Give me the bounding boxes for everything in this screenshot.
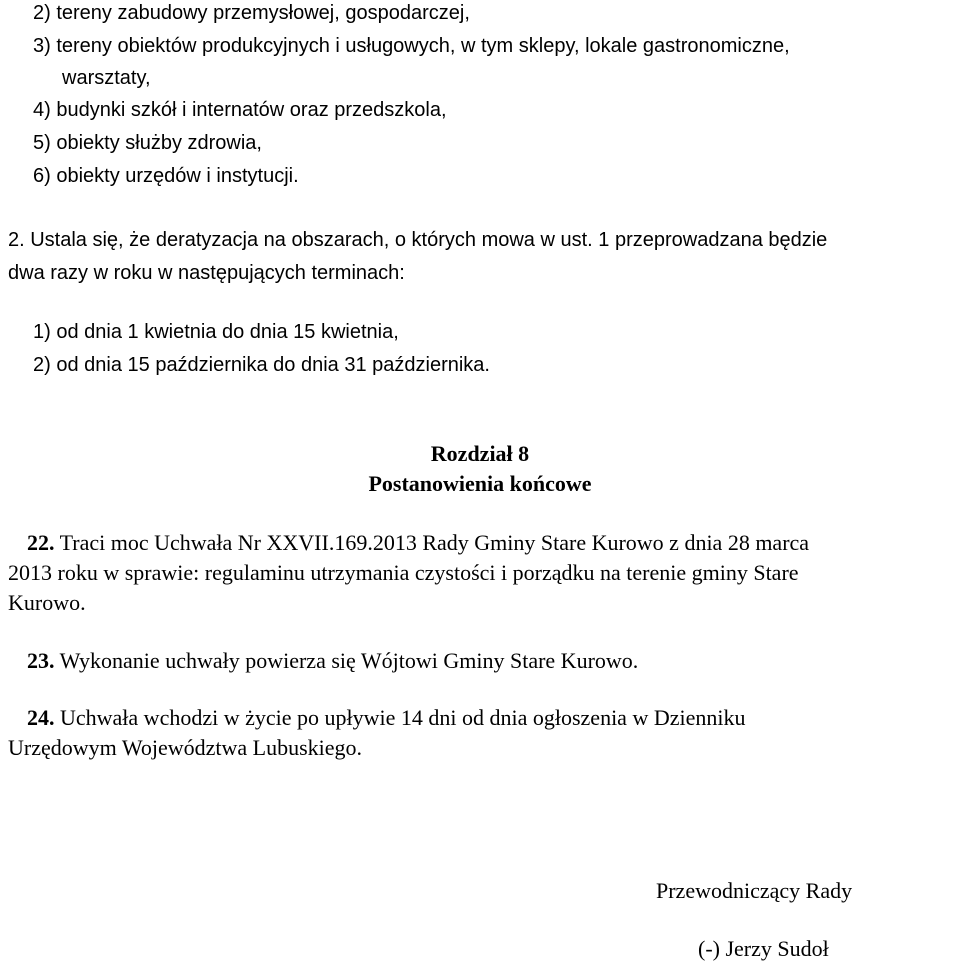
paragraph-22-text: Traci moc Uchwała Nr XXVII.169.2013 Rady Gminy Stare Kurowo z dnia 28 marca xyxy=(54,530,810,555)
chapter-subtitle: Postanowienia końcowe xyxy=(368,471,592,496)
list-item: 6) obiekty urzędów i instytucji. xyxy=(33,165,299,187)
term-item: 1) od dnia 1 kwietnia do dnia 15 kwietnia, xyxy=(33,321,399,343)
paragraph-22-line-2: 2013 roku w sprawie: regulaminu utrzymania czystości i porządku na terenie gminy Stare xyxy=(8,560,799,585)
paragraph-23-text: Wykonanie uchwały powierza się Wójtowi Gminy Stare Kurowo. xyxy=(54,648,639,673)
list-item: 3) tereny obiektów produkcyjnych i usługowych, w tym sklepy, lokale gastronomiczne, xyxy=(33,35,790,57)
paragraph-22-line-1 xyxy=(27,530,809,556)
list-item: 5) obiekty służby zdrowia, xyxy=(33,132,262,154)
term-item: 2) od dnia 15 października do dnia 31 października. xyxy=(33,354,490,376)
paragraph-22-number: 22. xyxy=(27,530,55,555)
paragraph-24-line-2: Urzędowym Województwa Lubuskiego. xyxy=(8,735,363,760)
paragraph-24-text: Uchwała wchodzi w życie po upływie 14 dni od dnia ogłoszenia w Dzienniku xyxy=(54,705,746,730)
paragraph-24-line-1 xyxy=(27,705,745,731)
signature-role: Przewodniczący Rady xyxy=(656,878,853,903)
list-item: 2) tereny zabudowy przemysłowej, gospodarczej, xyxy=(33,2,470,24)
paragraph-24-number: 24. xyxy=(27,705,55,730)
paragraph-23 xyxy=(27,648,638,674)
point-2-line-1: 2. Ustala się, że deratyzacja na obszarach, o których mowa w ust. 1 przeprowadzana będzie xyxy=(8,229,828,251)
chapter-title: Rozdział 8 xyxy=(430,441,530,466)
signature-name: (-) Jerzy Sudoł xyxy=(698,936,829,961)
list-item: 4) budynki szkół i internatów oraz przedszkola, xyxy=(33,99,447,121)
paragraph-22-line-3: Kurowo. xyxy=(8,590,86,615)
paragraph-23-number: 23. xyxy=(27,648,55,673)
list-item-continuation: warsztaty, xyxy=(62,67,151,89)
point-2-line-2: dwa razy w roku w następujących terminach: xyxy=(8,262,405,284)
